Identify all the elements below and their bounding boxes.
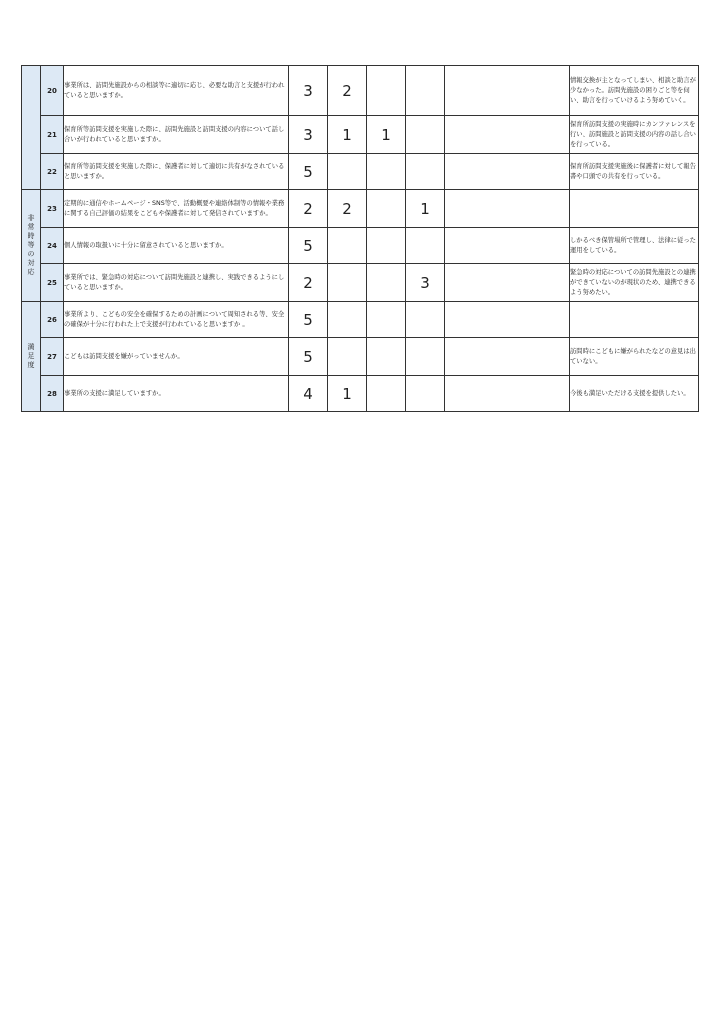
response-note: 保育所訪問支援の実施時にカンファレンスを行い、訪問施設と訪問支援の内容の話し合いを行っている。 — [570, 116, 699, 154]
row-number: 21 — [41, 116, 64, 154]
table-row — [22, 228, 699, 264]
answer-count-2 — [328, 264, 367, 302]
answer-count-1: 5 — [289, 154, 328, 190]
answer-count-3 — [367, 376, 406, 412]
blank-cell — [445, 190, 570, 228]
table-row — [22, 116, 699, 154]
answer-count-2 — [328, 302, 367, 338]
category-label-emergency: 非常時等の対応 — [22, 190, 41, 302]
answer-count-4: 3 — [406, 264, 445, 302]
answer-count-1: 3 — [289, 116, 328, 154]
table-row — [22, 154, 699, 190]
answer-count-4 — [406, 116, 445, 154]
row-number: 20 — [41, 66, 64, 116]
answer-count-3 — [367, 190, 406, 228]
row-number: 28 — [41, 376, 64, 412]
answer-count-1: 5 — [289, 302, 328, 338]
question-text: 事業所では、緊急時の対応について訪問先施設と連携し、実践できるようにしていると思いますか。 — [64, 264, 289, 302]
table-row — [22, 376, 699, 412]
question-text: 個人情報の取扱いに十分に留意されていると思いますか。 — [64, 228, 289, 264]
answer-count-1: 2 — [289, 264, 328, 302]
row-number: 27 — [41, 338, 64, 376]
answer-count-4: 1 — [406, 190, 445, 228]
question-text: 定期的に通信やホームページ・SNS等で、活動概要や連絡体制等の情報や業務に関する自己評価の結果をこどもや保護者に対して発信されていますか。 — [64, 190, 289, 228]
answer-count-3 — [367, 338, 406, 376]
response-note: 今後も満足いただける支援を提供したい。 — [570, 376, 699, 412]
answer-count-4 — [406, 228, 445, 264]
table-row — [22, 302, 699, 338]
question-text: 事業所は、訪問先施設からの相談等に適切に応じ、必要な助言と支援が行われていると思いますか。 — [64, 66, 289, 116]
survey-table — [21, 65, 699, 412]
question-text: 保育所等訪問支援を実施した際に、訪問先施設と訪問支援の内容について話し合いが行われていると思いますか。 — [64, 116, 289, 154]
answer-count-2 — [328, 338, 367, 376]
blank-cell — [445, 302, 570, 338]
row-number: 25 — [41, 264, 64, 302]
answer-count-3 — [367, 228, 406, 264]
row-number: 24 — [41, 228, 64, 264]
answer-count-4 — [406, 154, 445, 190]
answer-count-3 — [367, 66, 406, 116]
response-note — [570, 190, 699, 228]
answer-count-1: 5 — [289, 338, 328, 376]
answer-count-4 — [406, 66, 445, 116]
answer-count-4 — [406, 302, 445, 338]
answer-count-1: 2 — [289, 190, 328, 228]
blank-cell — [445, 228, 570, 264]
table-row — [22, 264, 699, 302]
table-row — [22, 338, 699, 376]
blank-cell — [445, 66, 570, 116]
answer-count-1: 3 — [289, 66, 328, 116]
answer-count-3 — [367, 154, 406, 190]
response-note — [570, 302, 699, 338]
question-text: 事業所より、こどもの安全を確保するための計画について周知される等、安全の確保が十分に行われた上で支援が行われていると思いますか 。 — [64, 302, 289, 338]
question-text: 保育所等訪問支援を実施した際に、保護者に対して適切に共有がなされていると思いますか。 — [64, 154, 289, 190]
response-note: 情報交換が主となってしまい、相談と助言が少なかった。訪問先施設の困りごと等を伺い、助言を行っていけるよう努めていく。 — [570, 66, 699, 116]
answer-count-4 — [406, 338, 445, 376]
answer-count-3 — [367, 264, 406, 302]
answer-count-2: 2 — [328, 190, 367, 228]
table-row — [22, 190, 699, 228]
answer-count-2 — [328, 154, 367, 190]
question-text: こどもは訪問支援を嫌がっていませんか。 — [64, 338, 289, 376]
table-row — [22, 66, 699, 116]
answer-count-2 — [328, 228, 367, 264]
answer-count-3: 1 — [367, 116, 406, 154]
response-note: 訪問時にこどもに嫌がられたなどの意見は出ていない。 — [570, 338, 699, 376]
blank-cell — [445, 154, 570, 190]
row-number: 26 — [41, 302, 64, 338]
answer-count-1: 5 — [289, 228, 328, 264]
blank-cell — [445, 264, 570, 302]
response-note: 緊急時の対応についての訪問先施設との連携ができていないのが現状のため、連携できるよう努めたい。 — [570, 264, 699, 302]
answer-count-3 — [367, 302, 406, 338]
category-label-satisfaction: 満足度 — [22, 302, 41, 412]
answer-count-1: 4 — [289, 376, 328, 412]
question-text: 事業所の支援に満足していますか。 — [64, 376, 289, 412]
blank-cell — [445, 338, 570, 376]
response-note: 保育所訪問支援実施後に保護者に対して報告書や口頭での共有を行っている。 — [570, 154, 699, 190]
answer-count-4 — [406, 376, 445, 412]
category-cell-continued — [22, 66, 41, 190]
answer-count-2: 2 — [328, 66, 367, 116]
row-number: 22 — [41, 154, 64, 190]
answer-count-2: 1 — [328, 116, 367, 154]
response-note: しかるべき保管場所で管理し、法律に従った運用をしている。 — [570, 228, 699, 264]
blank-cell — [445, 116, 570, 154]
row-number: 23 — [41, 190, 64, 228]
blank-cell — [445, 376, 570, 412]
answer-count-2: 1 — [328, 376, 367, 412]
